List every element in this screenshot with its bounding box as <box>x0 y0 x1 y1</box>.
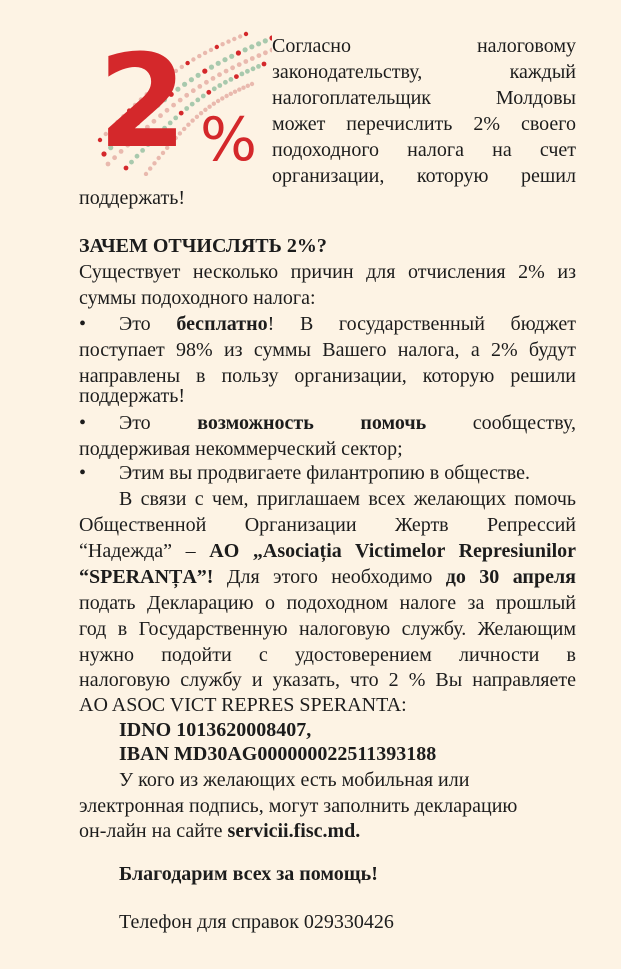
thanks: Благодарим всех за помощь! <box>119 863 378 885</box>
why-heading: ЗАЧЕМ ОТЧИСЛЯТЬ 2%? <box>79 235 327 257</box>
logo-dot <box>263 50 268 55</box>
logo-dot <box>240 72 245 77</box>
logo-dot <box>189 77 194 82</box>
logo-dot <box>195 98 200 103</box>
invite-line-4: “SPERANȚA”! Для этого необходимо до 30 апреля <box>79 566 576 588</box>
logo-two: 2 <box>98 28 188 176</box>
logo-dot <box>245 69 250 74</box>
two-percent-logo <box>96 28 272 176</box>
logo-dot <box>201 94 206 99</box>
intro-line-1: Согласно налоговому <box>272 35 576 57</box>
logo-dot <box>212 86 217 91</box>
bullet-2-line-1: • Это возможность помочь сообществу, <box>79 412 576 434</box>
bullet-1-line-3: направлены в пользу организации, которую решили <box>79 365 576 387</box>
why-lead-2: суммы подоходного налога: <box>79 287 316 309</box>
logo-dot <box>229 92 233 96</box>
logo-dot <box>190 102 195 107</box>
logo-dot <box>190 118 194 122</box>
logo-dot <box>195 115 199 119</box>
idno: IDNO 1013620008407, <box>119 719 312 741</box>
logo-dot <box>233 90 237 94</box>
logo-dot <box>206 90 211 95</box>
org-name-ro-end: “SPERANȚA”! <box>79 566 214 588</box>
intro-line-4: может перечислить 2% своего <box>272 113 576 135</box>
bullet-2-line-2: поддерживая некоммерческий сектор; <box>79 438 403 460</box>
logo-dot <box>191 57 195 61</box>
logo-dot <box>224 69 229 74</box>
invite-line-9: AO ASOC VICT REPRES SPERANTA: <box>79 694 407 716</box>
logo-dot <box>232 37 236 41</box>
intro-last-line: поддержать! <box>79 187 186 209</box>
logo-dot <box>243 59 248 64</box>
logo-dot <box>246 84 250 88</box>
logo-dot <box>216 61 221 66</box>
logo-dot <box>251 66 256 71</box>
logo-dot <box>222 57 227 62</box>
logo-dot <box>256 64 261 69</box>
bullet-1-line-2: поступает 98% из суммы Вашего налога, а 2% будут <box>79 339 576 361</box>
logo-dot <box>257 53 262 58</box>
logo-dot <box>229 54 234 59</box>
bullet-1-line-4: поддержать! <box>79 385 186 407</box>
logo-dot <box>250 82 254 86</box>
bullet-1-line-1: • Это бесплатно! В государственный бюджет <box>79 313 576 335</box>
intro-line-2: законодательству, каждый <box>272 61 576 83</box>
org-name-ro: AO „Asociația Victimelor Represiunilor <box>209 540 577 562</box>
deadline: до 30 апреля <box>445 566 576 588</box>
logo-dot <box>243 47 248 52</box>
invite-line-5: подать Декларацию о подоходном налоге за прошлый <box>79 592 576 614</box>
logo-dot <box>220 96 224 100</box>
opportunity-text: возможность помочь <box>197 412 427 434</box>
intro-line-6: организации, которую решил <box>272 165 576 187</box>
logo-dot <box>211 76 216 81</box>
logo-dot <box>223 80 228 85</box>
logo-dot <box>196 73 201 78</box>
logo-dot <box>217 72 222 77</box>
logo-dot <box>216 99 220 103</box>
logo-dot <box>262 62 267 67</box>
logo-dot <box>209 48 213 52</box>
logo-dot <box>250 56 255 61</box>
invite-line-7: нужно подойти с удостоверением личности в <box>79 644 576 666</box>
logo-dot <box>238 34 242 38</box>
intro-line-3: налогоплательщик Молдовы <box>272 87 576 109</box>
logo-dot <box>236 50 241 55</box>
logo-dot <box>256 41 261 46</box>
logo-dot <box>197 54 201 58</box>
logo-dot <box>224 94 228 98</box>
why-lead-1: Существует несколько причин для отчисления 2% из <box>79 261 576 283</box>
logo-dot <box>234 74 239 79</box>
logo-dot <box>220 42 224 46</box>
invite-line-2: Общественной Организации Жертв Репрессий <box>79 514 576 536</box>
bullet-mark-1: • <box>79 313 87 335</box>
website: servicii.fisc.md. <box>227 820 361 842</box>
bullet-mark-3: • <box>79 462 87 484</box>
logo-dot <box>226 39 230 43</box>
logo-dot <box>191 88 196 93</box>
logo-dot <box>217 83 222 88</box>
invite-line-3: “Надежда” – AO „Asociația Victimelor Represiunilor <box>79 540 577 562</box>
free-text: бесплатно <box>176 313 268 335</box>
logo-dot <box>209 65 214 70</box>
invite-line-1: В связи с чем, приглашаем всех желающих помочь <box>119 488 576 510</box>
intro-line-5: подоходного налога на счет <box>272 139 576 161</box>
logo-dot <box>249 44 254 49</box>
logo-dot <box>203 51 207 55</box>
logo-dot <box>237 62 242 67</box>
logo-dot <box>204 80 209 85</box>
logo-dot <box>230 65 235 70</box>
logo-dot <box>244 32 248 36</box>
phone: Телефон для справок 029330426 <box>119 911 394 933</box>
logo-dot <box>202 69 207 74</box>
online-line-2: электронная подпись, могут заполнить декларацию <box>79 795 518 817</box>
invite-line-6: год в Государственную налоговую службу. Желающим <box>79 618 576 640</box>
logo-dot <box>215 45 219 49</box>
online-line-3: он-лайн на сайте servicii.fisc.md. <box>79 820 361 842</box>
logo-dot <box>241 86 245 90</box>
logo-dot <box>237 87 241 91</box>
iban: IBAN MD30AG000000022511393188 <box>119 743 437 765</box>
logo-dot <box>229 77 234 82</box>
logo-dot <box>197 84 202 89</box>
bullet-3: • Этим вы продвигаете филантропию в обществе. <box>79 462 530 484</box>
invite-line-8: налоговую службу и указать, что 2 % Вы направляете <box>79 669 576 691</box>
logo-dot <box>263 38 268 43</box>
online-line-1: У кого из желающих есть мобильная или <box>119 769 470 791</box>
logo-percent: % <box>200 105 258 175</box>
bullet-mark-2: • <box>79 412 87 434</box>
